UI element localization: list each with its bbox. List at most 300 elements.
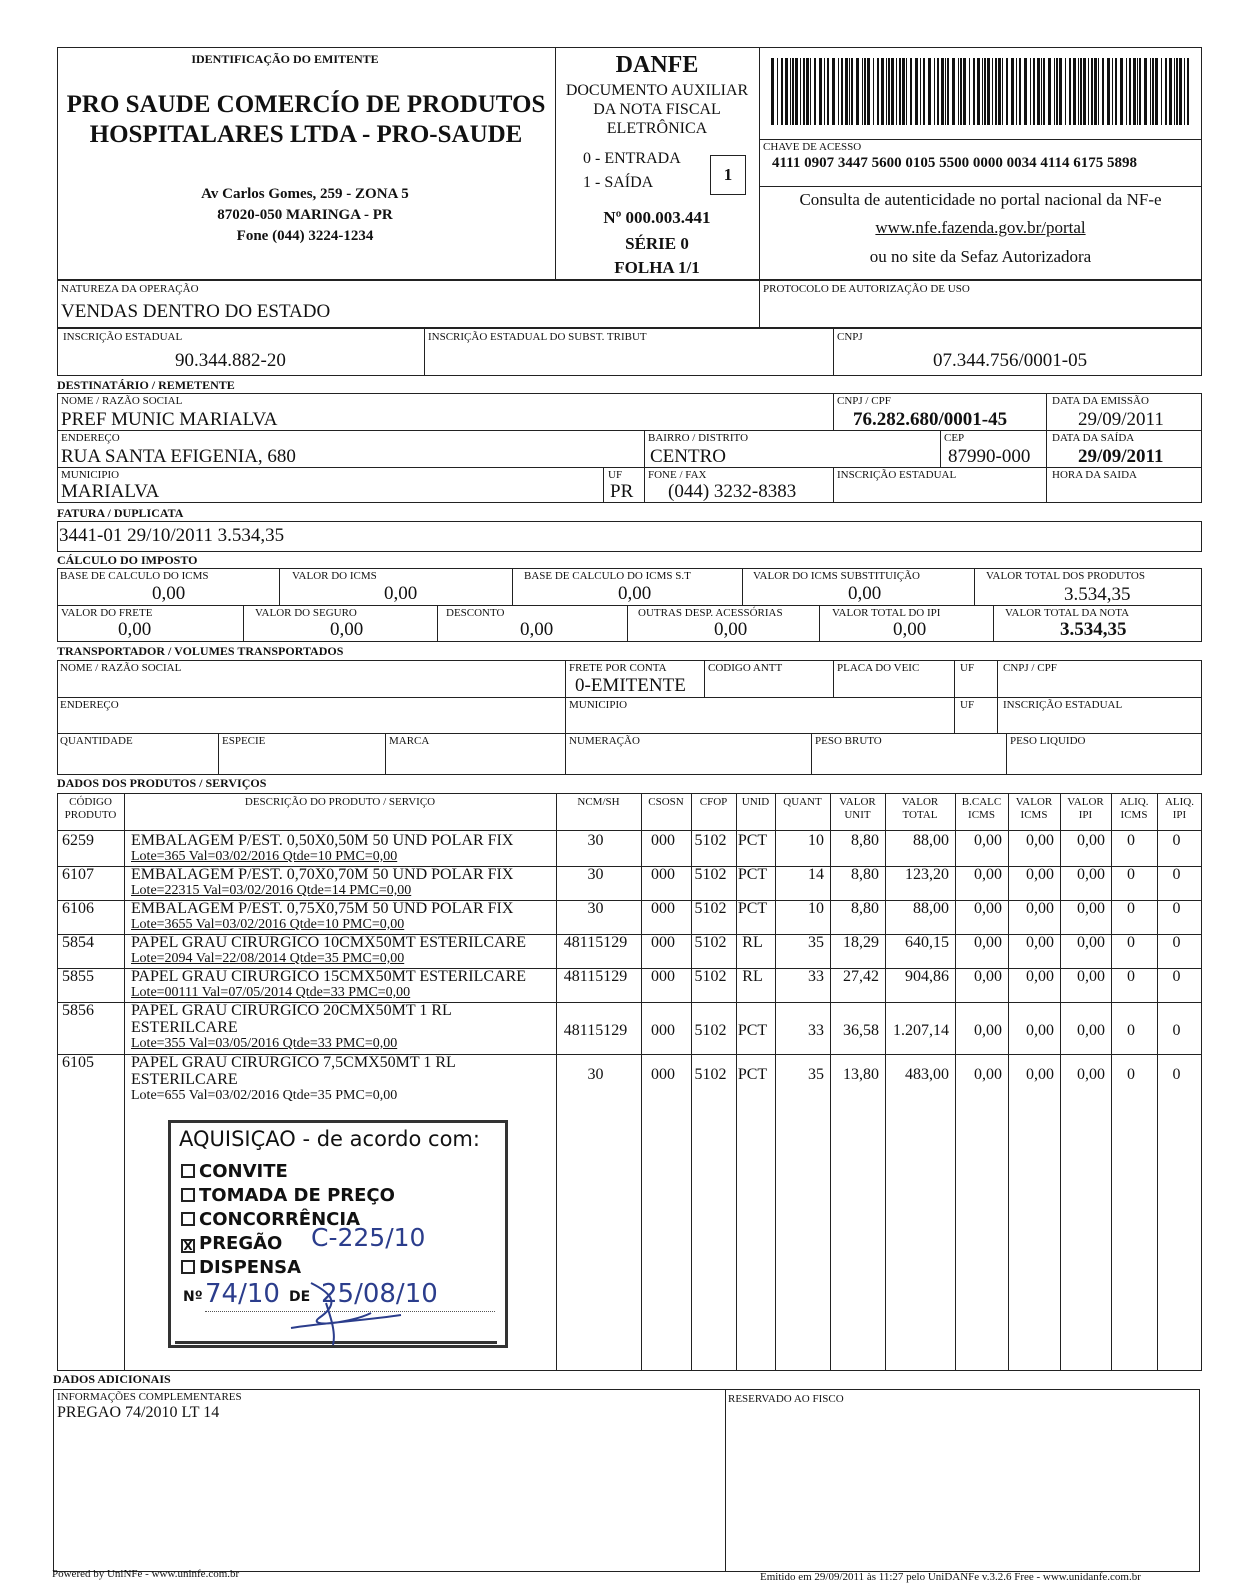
cell-vtotal: 88,00 — [913, 900, 949, 917]
info-value: PREGAO 74/2010 LT 14 — [57, 1404, 220, 1421]
barcode-bar — [1094, 58, 1097, 125]
cell-aipi: 0 — [1172, 900, 1181, 917]
cell-lote: Lote=3655 Val=03/02/2016 Qtde=10 PMC=0,00 — [131, 917, 405, 932]
cell-codigo: 5854 — [62, 934, 94, 951]
valor-icms-value: 0,00 — [384, 583, 418, 604]
cell-csosn: 000 — [651, 900, 675, 917]
transp-marca-label: MARCA — [389, 735, 430, 747]
barcode-bar — [1037, 58, 1040, 125]
barcode-bar — [1016, 58, 1017, 125]
barcode-bar — [1041, 58, 1042, 125]
ie-label: INSCRIÇÃO ESTADUAL — [63, 331, 183, 343]
barcode-bar — [915, 58, 918, 125]
cell-vicms: 0,00 — [1026, 900, 1054, 917]
transp-nome-label: NOME / RAZÃO SOCIAL — [60, 662, 182, 674]
stamp-title: AQUISIÇAO - de acordo com: — [179, 1127, 480, 1151]
dest-emissao-label: DATA DA EMISSÃO — [1052, 395, 1149, 407]
imposto-section-label: CÁLCULO DO IMPOSTO — [57, 553, 198, 567]
cell-aipi: 0 — [1172, 832, 1181, 849]
barcode-bar — [785, 58, 788, 125]
barcode-bar — [838, 58, 839, 125]
barcode-bar — [1033, 58, 1035, 125]
danfe-subtitle2: DA NOTA FISCAL — [593, 101, 721, 118]
barcode-bar — [941, 58, 944, 125]
cell-descricao: EMBALAGEM P/EST. 0,50X0,50M 50 UND POLAR FIX — [131, 832, 514, 849]
cell-lote: Lote=355 Val=03/05/2016 Qtde=33 PMC=0,00 — [131, 1036, 398, 1051]
footer-left: Powered by UniNFe - www.uninfe.com.br — [52, 1568, 240, 1580]
barcode-bar — [947, 58, 949, 125]
danfe-entrada: 0 - ENTRADA — [583, 150, 681, 167]
cell-csosn: 000 — [651, 1066, 675, 1083]
barcode-bar — [1176, 58, 1178, 125]
barcode-bar — [1091, 58, 1093, 125]
transp-especie-label: ESPECIE — [222, 735, 266, 747]
barcode-bar — [814, 58, 816, 125]
th-descricao: DESCRIÇÃO DO PRODUTO / SERVIÇO — [244, 796, 436, 808]
cell-aicms: 0 — [1127, 866, 1135, 883]
transp-endereco-label: ENDEREÇO — [60, 699, 119, 711]
cell-lote: Lote=2094 Val=22/08/2014 Qtde=35 PMC=0,00 — [131, 951, 405, 966]
natureza-value: VENDAS DENTRO DO ESTADO — [61, 301, 331, 322]
dest-saida-value: 29/09/2011 — [1078, 446, 1164, 467]
cell-quant: 33 — [808, 1022, 824, 1039]
cell-codigo: 6107 — [62, 866, 94, 883]
cell-vtotal: 88,00 — [913, 832, 949, 849]
dest-bairro-label: BAIRRO / DISTRITO — [648, 432, 749, 444]
cell-bcalc: 0,00 — [974, 1066, 1002, 1083]
desconto-label: DESCONTO — [446, 607, 505, 619]
cell-vicms: 0,00 — [1026, 934, 1054, 951]
cell-aipi: 0 — [1172, 866, 1181, 883]
stamp-handwritten-num: 74/10 — [205, 1279, 280, 1309]
footer-right: Emitido em 29/09/2011 às 11:27 pelo UniDANFe v.3.2.6 Free - www.unidanfe.com.br — [760, 1571, 1141, 1583]
barcode-bar — [1059, 58, 1062, 125]
emitente-section-label: IDENTIFICAÇÃO DO EMITENTE — [191, 52, 379, 66]
barcode-bar — [845, 58, 848, 125]
barcode-bar — [973, 58, 975, 125]
barcode-bar — [1144, 58, 1147, 125]
total-nota-value: 3.534,35 — [1060, 619, 1127, 640]
barcode-bar — [800, 58, 801, 125]
checkbox-checked-icon: X — [181, 1239, 195, 1253]
cell-vipi: 0,00 — [1077, 968, 1105, 985]
barcode-bar — [984, 58, 986, 125]
stamp-num-prefix: Nº — [183, 1289, 203, 1305]
cell-ncm: 48115129 — [563, 1022, 628, 1039]
cell-quant: 35 — [808, 934, 824, 951]
barcode-bar — [1102, 58, 1104, 125]
barcode-bar — [1083, 58, 1086, 125]
dest-cnpj-value: 76.282.680/0001-45 — [853, 409, 1008, 430]
cell-vipi: 0,00 — [1077, 866, 1105, 883]
produtos-section-label: DADOS DOS PRODUTOS / SERVIÇOS — [57, 776, 267, 790]
cnpj-value: 07.344.756/0001-05 — [933, 350, 1088, 371]
th-bcalc: B.CALC ICMS — [961, 796, 1002, 821]
cell-descricao: EMBALAGEM P/EST. 0,75X0,75M 50 UND POLAR FIX — [131, 900, 514, 917]
icms-sub-value: 0,00 — [848, 583, 882, 604]
th-codigo: CÓDIGO PRODUTO — [64, 796, 117, 821]
cnpj-label: CNPJ — [837, 331, 863, 343]
cell-unid: PCT — [737, 832, 768, 849]
cell-lote: Lote=00111 Val=07/05/2014 Qtde=33 PMC=0,00 — [131, 985, 411, 1000]
emitente-address: Av Carlos Gomes, 259 - ZONA 5 — [201, 186, 409, 202]
transp-quantidade-label: QUANTIDADE — [60, 735, 133, 747]
cell-vtotal: 483,00 — [905, 1066, 949, 1083]
cell-quant: 33 — [808, 968, 824, 985]
transportador-section-label: TRANSPORTADOR / VOLUMES TRANSPORTADOS — [57, 644, 344, 658]
barcode-bar — [1006, 58, 1008, 125]
barcode-bar — [1115, 58, 1117, 125]
transp-cnpj-label: CNPJ / CPF — [1003, 662, 1057, 674]
transp-numeracao-label: NUMERAÇÃO — [569, 735, 640, 747]
cell-bcalc: 0,00 — [974, 900, 1002, 917]
barcode-bar — [771, 58, 774, 125]
dest-nome-value: PREF MUNIC MARIALVA — [61, 409, 278, 430]
cell-quant: 10 — [808, 900, 824, 917]
base-icms-label: BASE DE CALCULO DO ICMS — [60, 570, 209, 582]
transp-peso-liquido-label: PESO LIQUIDO — [1010, 735, 1086, 747]
barcode-bar — [1056, 58, 1058, 125]
checkbox-icon — [181, 1212, 195, 1226]
cell-ncm: 30 — [587, 1066, 604, 1083]
barcode-bar — [1107, 58, 1110, 125]
cell-ncm: 48115129 — [563, 934, 628, 951]
cell-lote: Lote=22315 Val=03/02/2016 Qtde=14 PMC=0,00 — [131, 883, 412, 898]
dest-fone-value: (044) 3232-8383 — [668, 481, 797, 502]
emitente-name-line2: HOSPITALARES LTDA - PRO-SAUDE — [89, 121, 523, 148]
barcode-bar — [1165, 58, 1167, 125]
barcode-bar — [886, 58, 887, 125]
barcode-bar — [1155, 58, 1158, 125]
transp-placa-label: PLACA DO VEIC — [837, 662, 920, 674]
cell-bcalc: 0,00 — [974, 1022, 1002, 1039]
cell-csosn: 000 — [651, 832, 675, 849]
cell-vipi: 0,00 — [1077, 1066, 1105, 1083]
cell-ncm: 30 — [587, 866, 604, 883]
barcode-bar — [1139, 58, 1141, 125]
cell-vunit: 8,80 — [851, 832, 879, 849]
emitente-phone: Fone (044) 3224-1234 — [236, 228, 374, 244]
cell-aicms: 0 — [1127, 968, 1135, 985]
barcode-bar — [902, 58, 905, 125]
barcode-bar — [803, 58, 805, 125]
barcode-image — [771, 58, 1189, 125]
danfe-numero: Nº 000.003.441 — [603, 208, 711, 227]
th-csosn: CSOSN — [648, 796, 684, 808]
cell-codigo: 6106 — [62, 900, 94, 917]
barcode-bar — [960, 58, 962, 125]
barcode-bar — [873, 58, 874, 125]
barcode-bar — [1187, 58, 1189, 125]
stamp-de-label: DE — [289, 1289, 311, 1305]
consulta-text: Consulta de autenticidade no portal nacional da NF-e — [799, 190, 1162, 209]
ipi-label: VALOR TOTAL DO IPI — [832, 607, 941, 619]
dest-uf-value: PR — [610, 481, 634, 502]
barcode-bar — [896, 58, 897, 125]
cell-vunit: 18,29 — [843, 934, 879, 951]
stamp-option-dispensa: DISPENSA — [181, 1257, 301, 1278]
cell-bcalc: 0,00 — [974, 968, 1002, 985]
th-quant: QUANT — [783, 796, 822, 808]
barcode-bar — [1161, 58, 1162, 125]
cell-vipi: 0,00 — [1077, 900, 1105, 917]
barcode-bar — [806, 58, 809, 125]
dest-fone-label: FONE / FAX — [648, 469, 707, 481]
barcode-bar — [1019, 58, 1021, 125]
th-cfop: CFOP — [699, 796, 728, 808]
cell-vunit: 27,42 — [843, 968, 879, 985]
checkbox-icon — [181, 1260, 195, 1274]
cell-descricao: PAPEL GRAU CIRURGICO 15CMX50MT ESTERILCARE — [131, 968, 527, 985]
dest-endereco-value: RUA SANTA EFIGENIA, 680 — [61, 446, 296, 467]
cell-aipi: 0 — [1172, 1022, 1181, 1039]
barcode-bar — [952, 58, 955, 125]
barcode-bar — [1169, 58, 1172, 125]
barcode-bar — [888, 58, 890, 125]
cell-cfop: 5102 — [694, 832, 727, 849]
barcode-bar — [937, 58, 939, 125]
frete-label: VALOR DO FRETE — [61, 607, 153, 619]
cell-unid: RL — [742, 934, 763, 951]
cell-ncm: 48115129 — [563, 968, 628, 985]
cell-unid: PCT — [737, 1022, 768, 1039]
transp-frete-label: FRETE POR CONTA — [569, 662, 667, 674]
stamp-option-concorrencia: CONCORRÊNCIA — [181, 1209, 360, 1230]
th-aicms: ALIQ. ICMS — [1119, 796, 1149, 821]
barcode-bar — [851, 58, 853, 125]
cell-descricao: PAPEL GRAU CIRURGICO 10CMX50MT ESTERILCARE — [131, 934, 527, 951]
barcode-bar — [827, 58, 829, 125]
cell-descricao: PAPEL GRAU CIRURGICO 7,5CMX50MT 1 RL — [131, 1054, 456, 1071]
cell-csosn: 000 — [651, 866, 675, 883]
transp-ie-label: INSCRIÇÃO ESTADUAL — [1003, 699, 1123, 711]
th-vicms: VALOR ICMS — [1015, 796, 1053, 821]
barcode-bar — [1184, 58, 1185, 125]
cell-codigo: 5855 — [62, 968, 94, 985]
barcode-bar — [923, 58, 925, 125]
barcode-bar — [1120, 58, 1123, 125]
cell-vicms: 0,00 — [1026, 1066, 1054, 1083]
dest-saida-label: DATA DA SAÍDA — [1052, 432, 1135, 444]
cell-vunit: 8,80 — [851, 866, 879, 883]
cell-quant: 35 — [808, 1066, 824, 1083]
cell-unid: PCT — [737, 1066, 768, 1083]
cell-descricao: PAPEL GRAU CIRURGICO 20CMX50MT 1 RL — [131, 1002, 452, 1019]
cell-vicms: 0,00 — [1026, 866, 1054, 883]
barcode-bar — [1137, 58, 1138, 125]
barcode-bar — [1112, 58, 1113, 125]
emitente-city: 87020-050 MARINGA - PR — [217, 207, 393, 223]
danfe-subtitle1: DOCUMENTO AUXILIAR — [565, 82, 749, 99]
barcode-bar — [1011, 58, 1014, 125]
cell-aipi: 0 — [1172, 1066, 1181, 1083]
th-ncm: NCM/SH — [577, 796, 620, 808]
info-label: INFORMAÇÕES COMPLEMENTARES — [57, 1391, 242, 1403]
barcode-bar — [877, 58, 879, 125]
barcode-bar — [790, 58, 791, 125]
checkbox-icon — [181, 1164, 195, 1178]
barcode-bar — [934, 58, 935, 125]
checkbox-icon — [181, 1188, 195, 1202]
stamp-option-pregao: X PREGÃO — [181, 1233, 282, 1254]
dest-bairro-value: CENTRO — [650, 446, 726, 467]
th-aipi: ALIQ. IPI — [1164, 796, 1195, 821]
barcode-bar — [862, 58, 863, 125]
barcode-bar — [795, 58, 798, 125]
barcode-bar — [1098, 58, 1099, 125]
barcode-bar — [1152, 58, 1154, 125]
cell-cfop: 5102 — [694, 934, 727, 951]
barcode-bar — [792, 58, 794, 125]
dest-municipio-label: MUNICIPIO — [61, 469, 120, 481]
signature-scribble — [271, 1273, 411, 1348]
barcode-bar — [910, 58, 912, 125]
consulta-url-link[interactable]: www.nfe.fazenda.gov.br/portal — [875, 218, 1086, 237]
barcode-bar — [1129, 58, 1131, 125]
barcode-bar — [824, 58, 825, 125]
base-st-value: 0,00 — [618, 583, 652, 604]
danfe-folha: FOLHA 1/1 — [614, 258, 700, 277]
barcode-bar — [945, 58, 946, 125]
cell-cfop: 5102 — [694, 1066, 727, 1083]
cell-descricao: EMBALAGEM P/EST. 0,70X0,70M 50 UND POLAR FIX — [131, 866, 514, 883]
valor-icms-label: VALOR DO ICMS — [292, 570, 377, 582]
seguro-label: VALOR DO SEGURO — [255, 607, 357, 619]
cell-vicms: 0,00 — [1026, 1022, 1054, 1039]
barcode-bar — [992, 58, 993, 125]
cell-quant: 14 — [808, 866, 824, 883]
natureza-label: NATUREZA DA OPERAÇÃO — [61, 283, 199, 295]
barcode-bar — [1126, 58, 1127, 125]
barcode-bar — [1054, 58, 1055, 125]
barcode-bar — [819, 58, 822, 125]
ie-st-label: INSCRIÇÃO ESTADUAL DO SUBST. TRIBUT — [428, 331, 647, 343]
cell-vipi: 0,00 — [1077, 832, 1105, 849]
frete-value: 0,00 — [118, 619, 152, 640]
cell-aicms: 0 — [1127, 934, 1135, 951]
destinatario-section-label: DESTINATÁRIO / REMETENTE — [57, 378, 235, 392]
transp-frete-value: 0-EMITENTE — [575, 675, 686, 696]
cell-vunit: 36,58 — [843, 1022, 879, 1039]
cell-cfop: 5102 — [694, 1022, 727, 1039]
cell-vunit: 13,80 — [843, 1066, 879, 1083]
cell-vunit: 8,80 — [851, 900, 879, 917]
outras-value: 0,00 — [714, 619, 748, 640]
stamp-handwritten-pregao: C-225/10 — [311, 1223, 426, 1252]
danfe-subtitle3: ELETRÔNICA — [606, 120, 708, 137]
cell-aicms: 0 — [1127, 832, 1135, 849]
barcode-bar — [1030, 58, 1031, 125]
cell-aicms: 0 — [1127, 900, 1135, 917]
cell-aipi: 0 — [1172, 934, 1181, 951]
barcode-bar — [1069, 58, 1071, 125]
barcode-bar — [995, 58, 997, 125]
danfe-tipo-box: 1 — [710, 155, 746, 195]
cell-ncm: 30 — [587, 832, 604, 849]
stamp-option-convite: CONVITE — [181, 1161, 288, 1182]
stamp-handwritten-date: 25/08/10 — [321, 1279, 438, 1309]
transp-uf2-label: UF — [960, 699, 975, 711]
barcode-bar — [891, 58, 894, 125]
fatura-section-label: FATURA / DUPLICATA — [57, 506, 184, 520]
danfe-serie: SÉRIE 0 — [625, 234, 689, 253]
barcode-bar — [856, 58, 859, 125]
barcode-bar — [906, 58, 907, 125]
ie-value: 90.344.882-20 — [175, 350, 286, 371]
cell-vicms: 0,00 — [1026, 832, 1054, 849]
cell-vipi: 0,00 — [1077, 934, 1105, 951]
cell-csosn: 000 — [651, 934, 675, 951]
th-vipi: VALOR IPI — [1067, 796, 1104, 821]
chave-label: CHAVE DE ACESSO — [763, 141, 862, 153]
barcode-bar — [998, 58, 1001, 125]
cell-bcalc: 0,00 — [974, 866, 1002, 883]
barcode-bar — [1073, 58, 1076, 125]
cell-codigo: 6259 — [62, 832, 94, 849]
cell-codigo: 6105 — [62, 1054, 94, 1071]
danfe-title: DANFE — [615, 52, 699, 78]
th-unid: UNID — [741, 796, 770, 808]
th-vunit: VALOR UNIT — [839, 796, 876, 821]
fisco-label: RESERVADO AO FISCO — [728, 1393, 844, 1405]
barcode-bar — [832, 58, 835, 125]
barcode-bar — [1080, 58, 1082, 125]
barcode-bar — [1002, 58, 1003, 125]
barcode-bar — [1088, 58, 1089, 125]
dest-emissao-value: 29/09/2011 — [1078, 409, 1164, 430]
dest-hora-label: HORA DA SAIDA — [1052, 469, 1137, 481]
cell-vtotal: 1.207,14 — [893, 1022, 949, 1039]
cell-csosn: 000 — [651, 968, 675, 985]
barcode-bar — [928, 58, 931, 125]
dest-nome-label: NOME / RAZÃO SOCIAL — [61, 395, 183, 407]
barcode-bar — [1065, 58, 1066, 125]
barcode-bar — [899, 58, 901, 125]
barcode-bar — [969, 58, 970, 125]
chave-value: 4111 0907 3447 5600 0105 5500 0000 0034 4114 6175 5898 — [772, 155, 1138, 171]
barcode-bar — [963, 58, 966, 125]
cell-cfop: 5102 — [694, 968, 727, 985]
seguro-value: 0,00 — [330, 619, 364, 640]
cell-codigo: 5856 — [62, 1002, 94, 1019]
barcode-bar — [1133, 58, 1136, 125]
total-prod-value: 3.534,35 — [1064, 584, 1131, 605]
adicionais-section-label: DADOS ADICIONAIS — [53, 1372, 171, 1386]
cell-vicms: 0,00 — [1026, 968, 1054, 985]
cell-ncm: 30 — [587, 900, 604, 917]
barcode-bar — [867, 58, 870, 125]
barcode-bar — [864, 58, 866, 125]
total-prod-label: VALOR TOTAL DOS PRODUTOS — [986, 570, 1145, 582]
cell-unid: PCT — [737, 866, 768, 883]
desconto-value: 0,00 — [520, 619, 554, 640]
cell-aicms: 0 — [1127, 1066, 1135, 1083]
cell-csosn: 000 — [651, 1022, 675, 1039]
barcode-bar — [987, 58, 990, 125]
dest-cnpj-label: CNPJ / CPF — [837, 395, 891, 407]
cell-cfop: 5102 — [694, 900, 727, 917]
base-icms-value: 0,00 — [152, 583, 186, 604]
transp-peso-bruto-label: PESO BRUTO — [815, 735, 882, 747]
stamp-option-tomada: TOMADA DE PREÇO — [181, 1185, 395, 1206]
cell-cfop: 5102 — [694, 866, 727, 883]
cell-vtotal: 123,20 — [905, 866, 949, 883]
fatura-value: 3441-01 29/10/2011 3.534,35 — [59, 525, 285, 546]
cell-aicms: 0 — [1127, 1022, 1135, 1039]
acquisition-stamp — [168, 1120, 508, 1348]
outras-label: OUTRAS DESP. ACESSÓRIAS — [638, 607, 783, 619]
barcode-bar — [1043, 58, 1045, 125]
